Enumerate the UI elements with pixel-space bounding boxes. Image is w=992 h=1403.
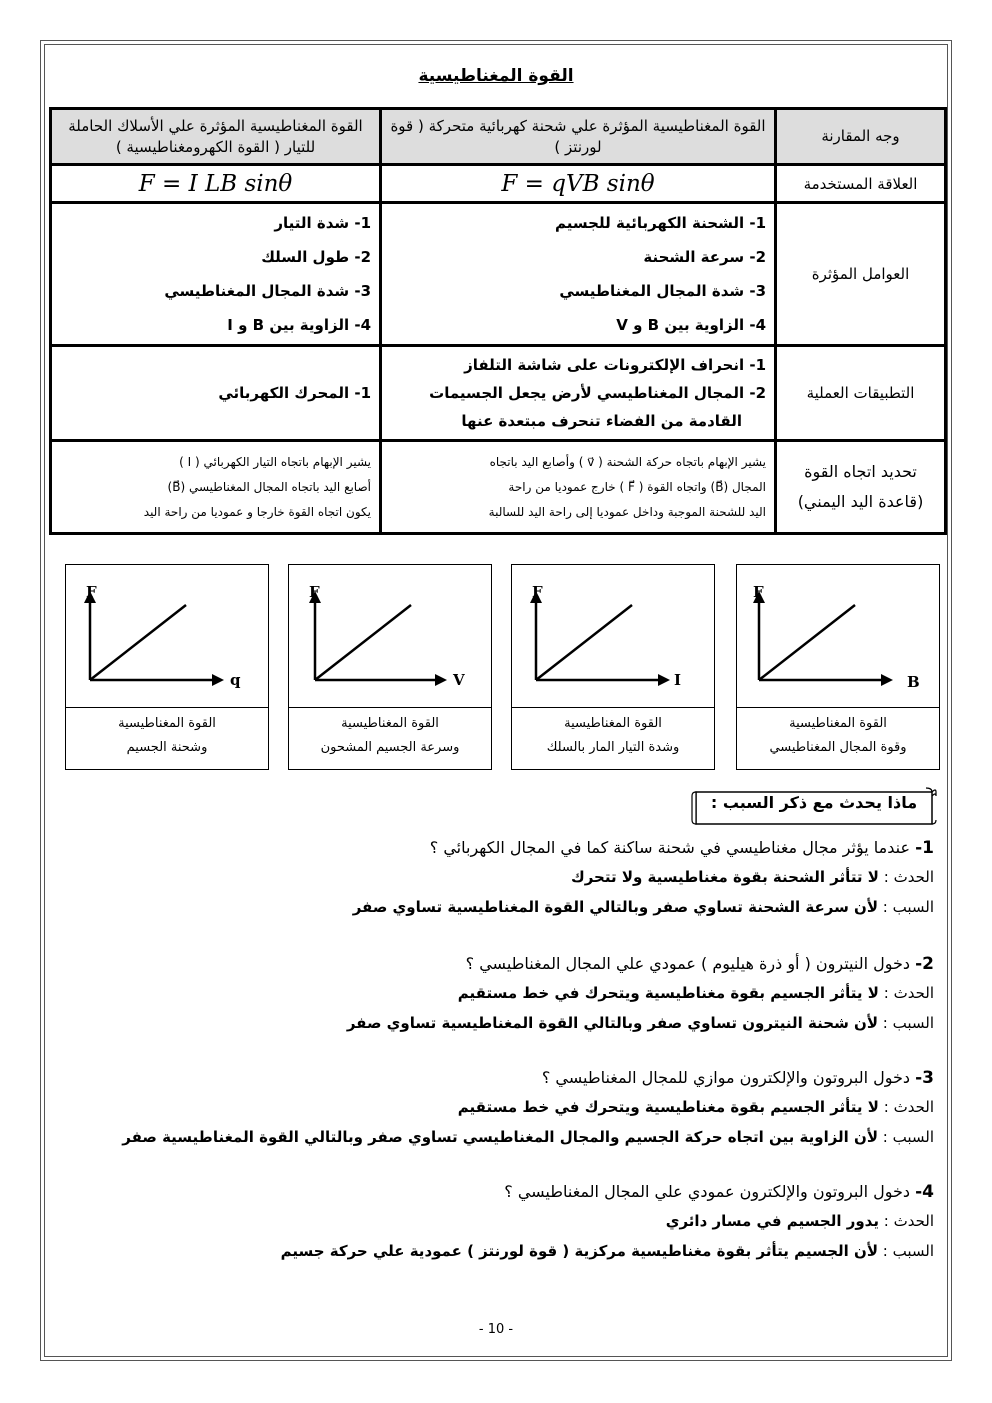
factors-label: العوامل المؤثرة	[776, 203, 946, 346]
section-title: ماذا يحدث مع ذكر السبب :	[710, 793, 918, 812]
graph-caption	[289, 708, 491, 760]
factors-charge	[381, 203, 776, 346]
reason-key: السبب :	[882, 898, 934, 916]
y-axis-label: F	[86, 583, 97, 601]
graph-box-b	[736, 564, 940, 770]
question-number: 4-	[915, 1182, 934, 1202]
reason-line	[34, 1242, 934, 1260]
direction-label-line: (قاعدة اليد اليمني)	[797, 492, 924, 511]
comparison-table	[49, 107, 947, 535]
reason-line	[34, 898, 934, 916]
direction-label-line: تحديد اتجاه القوة	[804, 462, 917, 481]
table-row	[51, 441, 946, 534]
section-banner	[690, 786, 938, 828]
question-block-3	[34, 1068, 934, 1146]
caption-line: القوة المغناطيسية	[789, 716, 887, 731]
header-aspect: وجه المقارنة	[776, 109, 946, 165]
list-item: 3- شدة المجال المغناطيسي	[164, 282, 371, 300]
list-item: المجال (B⃗) واتجاه القوة ( F⃗ ) خارج عموديا من راحة	[508, 479, 766, 494]
question-text: عندما يؤثر مجال مغناطيسي في شحنة ساكنة كما في المجال الكهربائي ؟	[429, 838, 910, 857]
list-item: يكون اتجاه القوة خارجا و عموديا من راحة اليد	[143, 504, 371, 519]
list-item: 3- شدة المجال المغناطيسي	[559, 282, 766, 300]
question	[34, 838, 934, 858]
list-item: القادمة من الفضاء تنحرف مبتعدة عنها	[461, 412, 742, 430]
event-text: لا يتأثر الجسيم بقوة مغناطيسية ويتحرك في خط مستقيم	[457, 984, 879, 1002]
direction-wire	[51, 441, 381, 534]
list-item: أصابع اليد باتجاه المجال المغناطيسي (B⃗)	[167, 479, 371, 494]
caption-line: وقوة المجال المغناطيسي	[769, 740, 907, 755]
caption-line: القوة المغناطيسية	[564, 716, 662, 731]
reason-key: السبب :	[882, 1242, 934, 1260]
graph-plot	[512, 565, 714, 708]
caption-line: القوة المغناطيسية	[341, 716, 439, 731]
reason-key: السبب :	[882, 1014, 934, 1032]
list-item: يشير الإبهام باتجاه حركة الشحنة ( v⃗ ) وأصابع اليد باتجاه	[489, 454, 766, 469]
question	[34, 1068, 934, 1088]
table-row	[51, 346, 946, 441]
table-row	[51, 165, 946, 203]
reason-text: لأن سرعة الشحنة تساوي صفر وبالتالي القوة المغناطيسية تساوي صفر	[352, 898, 879, 916]
list-item: 4- الزاوية بين B و I	[227, 316, 371, 334]
reason-key: السبب :	[882, 1128, 934, 1146]
header-charge: القوة المغناطيسية المؤثرة علي شحنة كهربائية متحركة ( قوة لورنتز )	[381, 109, 776, 165]
question-block-1	[34, 838, 934, 916]
x-axis-label: I	[674, 671, 682, 689]
graph-line	[90, 605, 186, 680]
list-item: 2- طول السلك	[261, 248, 371, 266]
applications-wire	[51, 346, 381, 441]
list-item: يشير الإبهام باتجاه التيار الكهربائي ( I )	[179, 454, 371, 469]
reason-text: لأن شحنة النيترون تساوي صفر وبالتالي القوة المغناطيسية تساوي صفر	[346, 1014, 879, 1032]
caption-line: وشدة التيار المار بالسلك	[546, 740, 680, 755]
factors-wire	[51, 203, 381, 346]
list-item: 1- شدة التيار	[274, 214, 371, 232]
graph-plot	[737, 565, 939, 708]
event-line	[34, 1212, 934, 1230]
question-number: 3-	[915, 1068, 934, 1088]
event-key: الحدث :	[883, 1212, 934, 1230]
y-axis-label: F	[309, 583, 320, 601]
list-item: 1- الشحنة الكهربائية للجسيم	[555, 214, 766, 232]
direction-label	[776, 441, 946, 534]
question	[34, 1182, 934, 1202]
question-text: دخول النيترون ( أو ذرة هيليوم ) عمودي علي المجال المغناطيسي ؟	[465, 954, 910, 973]
event-text: يدور الجسيم في مسار دائري	[665, 1212, 879, 1230]
caption-line: وشحنة الجسيم	[126, 740, 208, 755]
list-item: 1- انحراف الإلكترونات على شاشة التلفاز	[464, 356, 766, 374]
graph-line	[315, 605, 411, 680]
caption-line: القوة المغناطيسية	[118, 716, 216, 731]
direction-charge	[381, 441, 776, 534]
graph-caption	[737, 708, 939, 760]
list-item: 4- الزاوية بين B و V	[616, 316, 766, 334]
reason-line	[34, 1128, 934, 1146]
event-key: الحدث :	[883, 1098, 934, 1116]
question-block-4	[34, 1182, 934, 1260]
table-header-row	[51, 109, 946, 165]
page-number: - 10 -	[478, 1322, 514, 1337]
question-text: دخول البروتون والإلكترون عمودي علي المجال المغناطيسي ؟	[504, 1182, 910, 1201]
y-axis-label: F	[532, 583, 543, 601]
graph-line	[759, 605, 855, 680]
header-wire: القوة المغناطيسية المؤثرة علي الأسلاك الحاملة للتيار ( القوة الكهرومغناطيسية )	[51, 109, 381, 165]
event-text: لا يتأثر الجسيم بقوة مغناطيسية ويتحرك في خط مستقيم	[457, 1098, 879, 1116]
graph-caption	[66, 708, 268, 760]
question-block-2	[34, 954, 934, 1032]
event-line	[34, 868, 934, 886]
table-row	[51, 203, 946, 346]
graph-box-i	[511, 564, 715, 770]
graph-plot	[289, 565, 491, 708]
graph-box-q	[65, 564, 269, 770]
x-axis-label: B	[907, 673, 920, 691]
relation-label: العلاقة المستخدمة	[776, 165, 946, 203]
y-axis-label: F	[753, 583, 764, 601]
question	[34, 954, 934, 974]
reason-line	[34, 1014, 934, 1032]
list-item: 2- سرعة الشحنة	[643, 248, 766, 266]
x-axis-label: V	[453, 671, 465, 689]
event-text: لا تتأثر الشحنة بقوة مغناطيسية ولا تتحرك	[570, 868, 879, 886]
question-text: دخول البروتون والإلكترون موازي للمجال المغناطيسي ؟	[541, 1068, 910, 1087]
x-axis-label: q	[230, 671, 241, 689]
event-line	[34, 1098, 934, 1116]
event-key: الحدث :	[883, 868, 934, 886]
reason-text: لأن الزاوية بين اتجاه حركة الجسيم والمجال المغناطيسي تساوي صفر وبالتالي القوة المغناطيسية صفر	[122, 1128, 879, 1146]
reason-text: لأن الجسيم يتأثر بقوة مغناطيسية مركزية ( قوة لورنتز ) عمودية علي حركة جسيم	[280, 1242, 879, 1260]
formula-wire: F = I LB sinθ	[51, 165, 381, 203]
question-number: 1-	[915, 838, 934, 858]
applications-charge	[381, 346, 776, 441]
list-item: 2- المجال المغناطيسي لأرض يجعل الجسيمات	[429, 384, 766, 402]
question-number: 2-	[915, 954, 934, 974]
event-line	[34, 984, 934, 1002]
page-title: القوة المغناطيسية	[418, 66, 574, 86]
applications-label: التطبيقات العملية	[776, 346, 946, 441]
graph-plot	[66, 565, 268, 708]
graph-caption	[512, 708, 714, 760]
graph-box-v	[288, 564, 492, 770]
caption-line: وسرعة الجسيم المشحون	[320, 740, 460, 755]
event-key: الحدث :	[883, 984, 934, 1002]
formula-charge: F = qVB sinθ	[381, 165, 776, 203]
graph-line	[536, 605, 632, 680]
list-item: 1- المحرك الكهربائي	[218, 384, 371, 402]
list-item: اليد للشحنة الموجبة وداخل عموديا إلى راحة اليد للسالبة	[488, 504, 766, 519]
